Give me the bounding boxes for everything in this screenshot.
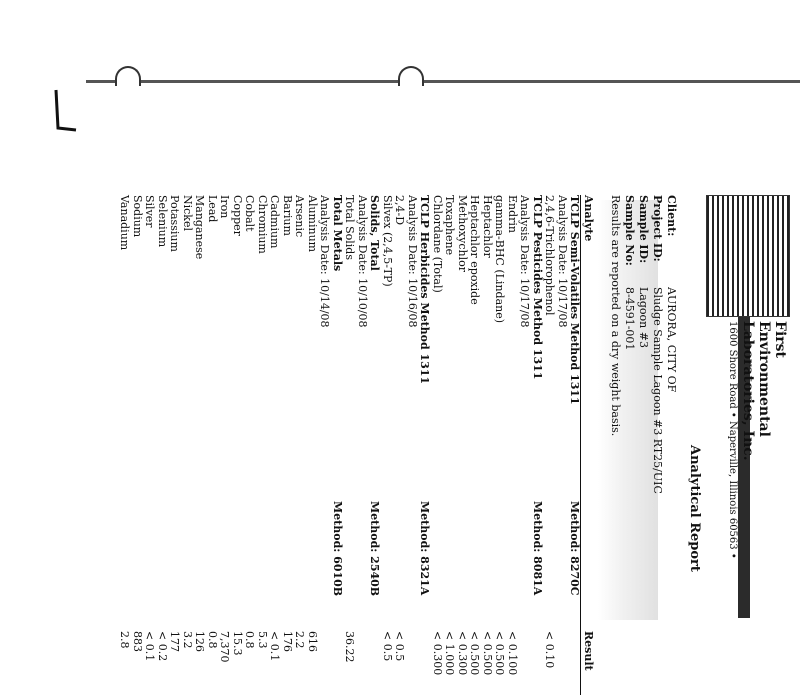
result-row <box>506 195 519 695</box>
analyte-cell: Manganese <box>193 195 207 260</box>
result-cell: 883 <box>131 631 144 652</box>
method-cell <box>381 501 394 631</box>
method-cell: Method: 2540B <box>368 501 382 597</box>
result-row <box>431 195 444 695</box>
analyte-cell: Vanadium <box>118 195 132 251</box>
company-name-line: Laboratories, Inc. <box>740 321 756 461</box>
analyte-cell: Analysis Date: 10/17/08 <box>556 195 569 328</box>
results-rows <box>118 195 581 695</box>
analyte-cell: Barium <box>281 195 294 236</box>
result-row <box>468 195 481 695</box>
analyte-cell: Chromium <box>256 195 269 254</box>
method-cell <box>218 501 231 631</box>
result-cell: < 0.500 <box>493 631 507 676</box>
result-row <box>193 195 206 695</box>
result-header: Result <box>582 631 595 671</box>
result-cell <box>418 631 431 695</box>
analyte-cell: Copper <box>231 195 244 236</box>
result-row <box>556 195 569 695</box>
result-row <box>231 195 244 695</box>
result-cell: < 0.5 <box>381 631 394 662</box>
method-cell <box>506 501 519 631</box>
analyte-cell: 2,4-D <box>393 195 407 226</box>
analyte-cell: Potassium <box>168 195 182 252</box>
result-row <box>243 195 256 695</box>
result-row <box>293 195 306 695</box>
result-cell: < 0.2 <box>156 631 169 662</box>
result-cell <box>531 631 544 695</box>
analyte-cell: Aluminum <box>306 195 319 253</box>
result-row <box>343 195 356 695</box>
method-cell <box>518 501 531 631</box>
method-cell <box>481 501 494 631</box>
result-cell: < 0.10 <box>543 631 557 669</box>
analyte-cell: TCLP Pesticides Method 1311 <box>531 195 544 380</box>
result-row <box>268 195 281 695</box>
analyte-cell: Analysis Date: 10/14/08 <box>318 195 332 328</box>
method-cell <box>343 501 356 631</box>
analyte-cell: Toxaphene <box>443 195 457 256</box>
analyte-cell: Methoxychlor <box>456 195 469 272</box>
result-row <box>393 195 406 695</box>
result-cell: < 0.1 <box>143 631 157 662</box>
analyte-cell: Endrin <box>506 195 519 234</box>
result-row <box>118 195 131 695</box>
analyte-cell: TCLP Semi-Volatiles Method 1311 <box>568 195 582 405</box>
analyte-cell: Solids, Total <box>368 195 382 271</box>
result-row <box>168 195 181 695</box>
analyte-cell: Sodium <box>131 195 144 238</box>
result-row <box>318 195 331 695</box>
method-cell <box>243 501 256 631</box>
result-row <box>206 195 219 695</box>
method-cell <box>181 501 194 631</box>
result-row <box>543 195 556 695</box>
company-name-line: Environmental <box>756 321 772 437</box>
analyte-cell: Nickel <box>181 195 194 231</box>
meta-value: 8-4591-001 <box>623 287 636 351</box>
method-cell <box>431 501 444 631</box>
method-cell <box>256 501 269 631</box>
analyte-cell: Cobalt <box>243 195 257 232</box>
method-cell: Method: 8321A <box>418 501 432 596</box>
result-row <box>381 195 394 695</box>
result-row <box>531 195 544 695</box>
method-cell: Method: 8081A <box>531 501 544 596</box>
method-cell <box>206 501 219 631</box>
result-row <box>481 195 494 695</box>
method-cell <box>168 501 181 631</box>
analyte-cell: Silver <box>143 195 157 228</box>
method-cell <box>393 501 406 631</box>
report-meta <box>608 195 678 494</box>
analyte-cell: Silvex (2,4,5-TP) <box>381 195 394 287</box>
rotated-report <box>118 195 790 676</box>
result-cell: < 0.100 <box>506 631 519 676</box>
analyte-cell: Iron <box>218 195 232 219</box>
method-cell <box>356 501 369 631</box>
company-logo <box>706 195 790 317</box>
meta-row <box>622 195 636 494</box>
result-row <box>456 195 469 695</box>
result-cell: < 0.500 <box>481 631 494 676</box>
result-row <box>143 195 156 695</box>
method-cell <box>281 501 294 631</box>
page-edge-line <box>86 80 800 83</box>
analyte-header: Analyte <box>582 195 595 242</box>
result-cell: 2.8 <box>118 631 132 649</box>
result-cell: 3.2 <box>181 631 194 649</box>
punch-hole <box>398 66 424 86</box>
result-cell: < 0.300 <box>456 631 469 676</box>
result-cell: 0.8 <box>243 631 257 649</box>
result-cell <box>356 631 369 695</box>
result-row <box>518 195 531 695</box>
result-cell <box>556 631 569 695</box>
result-cell: 5.3 <box>256 631 269 649</box>
meta-row <box>650 195 664 494</box>
result-cell: 15.3 <box>231 631 244 656</box>
method-cell <box>193 501 206 631</box>
punch-hole <box>115 66 141 86</box>
result-cell <box>368 631 381 695</box>
result-row <box>306 195 319 695</box>
meta-row <box>664 195 678 494</box>
method-cell: Method: 8270C <box>568 501 582 596</box>
result-cell: < 0.1 <box>268 631 282 662</box>
result-row <box>418 195 431 695</box>
method-cell <box>118 501 131 631</box>
meta-label: Client: <box>665 195 678 237</box>
result-cell: 177 <box>168 631 182 652</box>
method-cell <box>268 501 281 631</box>
result-cell: < 1.000 <box>443 631 457 676</box>
result-cell: 7,370 <box>218 631 232 663</box>
result-cell: 616 <box>306 631 319 652</box>
method-cell <box>443 501 456 631</box>
method-cell <box>318 501 331 631</box>
company-name-line: First <box>772 321 788 358</box>
method-cell <box>406 501 419 631</box>
result-row <box>368 195 381 695</box>
analyte-cell: gamma-BHC (Lindane) <box>493 195 507 324</box>
result-row <box>181 195 194 695</box>
results-table <box>118 195 594 695</box>
result-cell: 126 <box>193 631 207 652</box>
result-cell <box>568 631 581 695</box>
result-row <box>156 195 169 695</box>
analyte-cell: 2,4,6-Trichlorophenol <box>543 195 557 316</box>
method-cell <box>468 501 481 631</box>
result-row <box>331 195 344 695</box>
analyte-cell: Total Solids <box>343 195 357 260</box>
result-row <box>443 195 456 695</box>
meta-label: Project ID: <box>651 195 664 262</box>
analyte-cell: Heptachlor epoxide <box>468 195 482 305</box>
result-cell <box>406 631 419 695</box>
meta-label: Sample No: <box>623 195 636 266</box>
method-cell <box>293 501 306 631</box>
method-cell <box>156 501 169 631</box>
meta-value: AURORA, CITY OF <box>665 287 678 393</box>
result-cell: < 0.300 <box>431 631 444 676</box>
analyte-cell: TCLP Herbicides Method 1311 <box>418 195 432 385</box>
analyte-cell: Analysis Date: 10/10/08 <box>356 195 369 328</box>
result-row <box>131 195 144 695</box>
meta-value: Lagoon #3 <box>637 287 650 348</box>
result-cell: 176 <box>281 631 294 652</box>
pen-mark <box>52 88 78 136</box>
result-cell: 0.8 <box>206 631 219 649</box>
analyte-cell: Selenium <box>156 195 169 248</box>
method-cell <box>456 501 469 631</box>
meta-label: Sample ID: <box>637 195 650 264</box>
result-cell: < 0.5 <box>393 631 407 662</box>
analyte-cell: Arsenic <box>293 195 307 238</box>
analyte-cell: Analysis Date: 10/17/08 <box>518 195 532 328</box>
result-row <box>356 195 369 695</box>
result-row <box>256 195 269 695</box>
method-cell <box>556 501 569 631</box>
method-cell <box>543 501 556 631</box>
result-cell <box>518 631 531 695</box>
result-row <box>406 195 419 695</box>
result-row <box>568 195 581 695</box>
result-row <box>281 195 294 695</box>
company-address: 1600 Shore Road • Naperville, Illinois 60563 • <box>727 321 738 559</box>
report-title: Analytical Report <box>687 445 702 572</box>
result-row <box>218 195 231 695</box>
meta-row <box>636 195 650 494</box>
method-cell <box>131 501 144 631</box>
result-cell: 36.22 <box>343 631 357 663</box>
analyte-cell: Cadmium <box>268 195 282 249</box>
meta-value: Sludge Sample Lagoon #3 RT25/UIC <box>651 287 664 494</box>
reporting-basis: Results are reported on a dry weight basis. <box>609 195 622 437</box>
analyte-cell: Heptachlor <box>481 195 494 258</box>
result-cell <box>331 631 344 695</box>
analyte-cell: Total Metals <box>331 195 344 272</box>
company-name <box>740 321 788 461</box>
result-cell: < 0.500 <box>468 631 482 676</box>
method-cell: Method: 6010B <box>331 501 344 597</box>
method-cell <box>493 501 506 631</box>
method-cell <box>231 501 244 631</box>
result-cell: 2.2 <box>293 631 307 649</box>
analyte-cell: Chlordane (Total) <box>431 195 444 293</box>
method-cell <box>143 501 156 631</box>
method-cell <box>306 501 319 631</box>
results-header <box>581 195 595 695</box>
analyte-cell: Analysis Date: 10/16/08 <box>406 195 419 328</box>
analyte-cell: Lead <box>206 195 219 223</box>
result-row <box>493 195 506 695</box>
result-cell <box>318 631 331 695</box>
